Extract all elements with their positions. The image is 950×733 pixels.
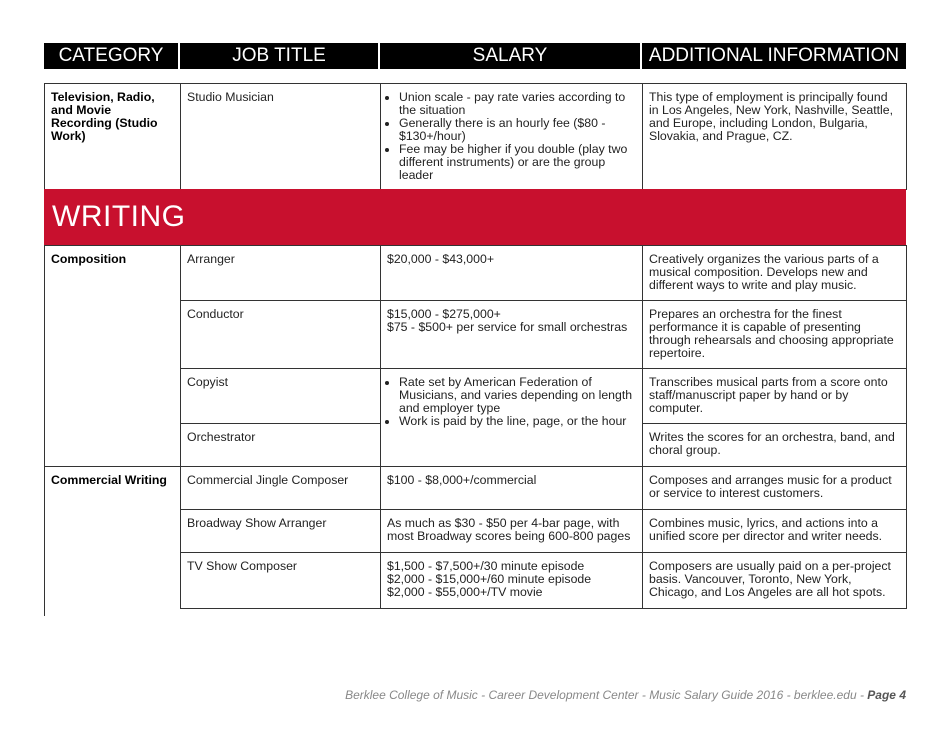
salary-line: $2,000 - $15,000+/60 minute episode: [387, 572, 592, 586]
category-cell: Television, Radio, and Movie Recording (Studio Work): [45, 84, 181, 190]
job-title-cell: TV Show Composer: [181, 553, 381, 609]
info-cell: Composes and arranges music for a product or service to interest customers.: [643, 467, 907, 510]
salary-cell: [381, 84, 643, 190]
category-cell: Composition: [45, 246, 181, 467]
salary-cell: [381, 553, 643, 609]
header-additional-info: ADDITIONAL INFORMATION: [648, 45, 900, 66]
info-cell: Combines music, lyrics, and actions into a unified score per director and writer needs.: [643, 510, 907, 553]
info-cell: Creatively organizes the various parts of a musical composition. Develops new and different ways to write and play music.: [643, 246, 907, 301]
header-job-title: JOB TITLE: [180, 43, 380, 69]
salary-bullet: • Fee may be higher if you double (play two different instruments) or are the group leader: [399, 143, 636, 182]
job-title-cell: Studio Musician: [181, 84, 381, 190]
header-category: CATEGORY: [44, 43, 180, 69]
page-footer: [345, 688, 906, 702]
footer-text: Berklee College of Music - Career Development Center - Music Salary Guide 2016 - berklee.edu -: [345, 688, 868, 702]
table-row: [45, 246, 907, 301]
table-row: [45, 467, 907, 510]
page-number: Page 4: [867, 688, 906, 702]
salary-cell: [381, 301, 643, 369]
studio-work-table: [44, 83, 907, 190]
job-title-cell: Commercial Jingle Composer: [181, 467, 381, 510]
salary-line: $1,500 - $7,500+/30 minute episode: [387, 559, 585, 573]
table-edge-line: [44, 608, 45, 616]
section-title-writing: WRITING: [44, 189, 906, 245]
table-row: [45, 84, 907, 190]
job-title-cell: Broadway Show Arranger: [181, 510, 381, 553]
job-title-cell: Arranger: [181, 246, 381, 301]
job-title-cell: Conductor: [181, 301, 381, 369]
job-title-cell: Copyist: [181, 369, 381, 424]
column-header-bar: [44, 43, 906, 69]
salary-cell: [381, 369, 643, 467]
info-cell: Composers are usually paid on a per-project basis. Vancouver, Toronto, New York, Chicago, and Los Angeles are all hot spots.: [643, 553, 907, 609]
salary-line: $2,000 - $55,000+/TV movie: [387, 585, 543, 599]
writing-table: [44, 245, 907, 609]
salary-cell: $20,000 - $43,000+: [381, 246, 643, 301]
job-title-cell: Orchestrator: [181, 424, 381, 467]
salary-bullet: • Work is paid by the line, page, or the hour: [399, 415, 636, 428]
salary-line: $75 - $500+ per service for small orchestras: [387, 320, 628, 334]
category-cell: Commercial Writing: [45, 467, 181, 609]
salary-bullet: • Generally there is an hourly fee ($80 - $130+/hour): [399, 117, 636, 143]
info-cell: Prepares an orchestra for the finest performance it is capable of presenting through rehearsals and choosing appropriate repertoire.: [643, 301, 907, 369]
salary-bullet: • Rate set by American Federation of Musicians, and varies depending on length and employer type: [399, 376, 636, 415]
info-cell: This type of employment is principally found in Los Angeles, New York, Nashville, Seattle, and Europe, including London, Bulgaria, Slovakia, and Prague, CZ.: [643, 84, 907, 190]
salary-cell: As much as $30 - $50 per 4-bar page, with most Broadway scores being 600-800 pages: [381, 510, 643, 553]
info-cell: Transcribes musical parts from a score onto staff/manuscript paper by hand or by computer.: [643, 369, 907, 424]
salary-line: $15,000 - $275,000+: [387, 307, 501, 321]
salary-bullet: • Union scale - pay rate varies according to the situation: [399, 91, 636, 117]
header-salary: SALARY: [380, 43, 642, 69]
salary-cell: $100 - $8,000+/commercial: [381, 467, 643, 510]
info-cell: Writes the scores for an orchestra, band, and choral group.: [643, 424, 907, 467]
